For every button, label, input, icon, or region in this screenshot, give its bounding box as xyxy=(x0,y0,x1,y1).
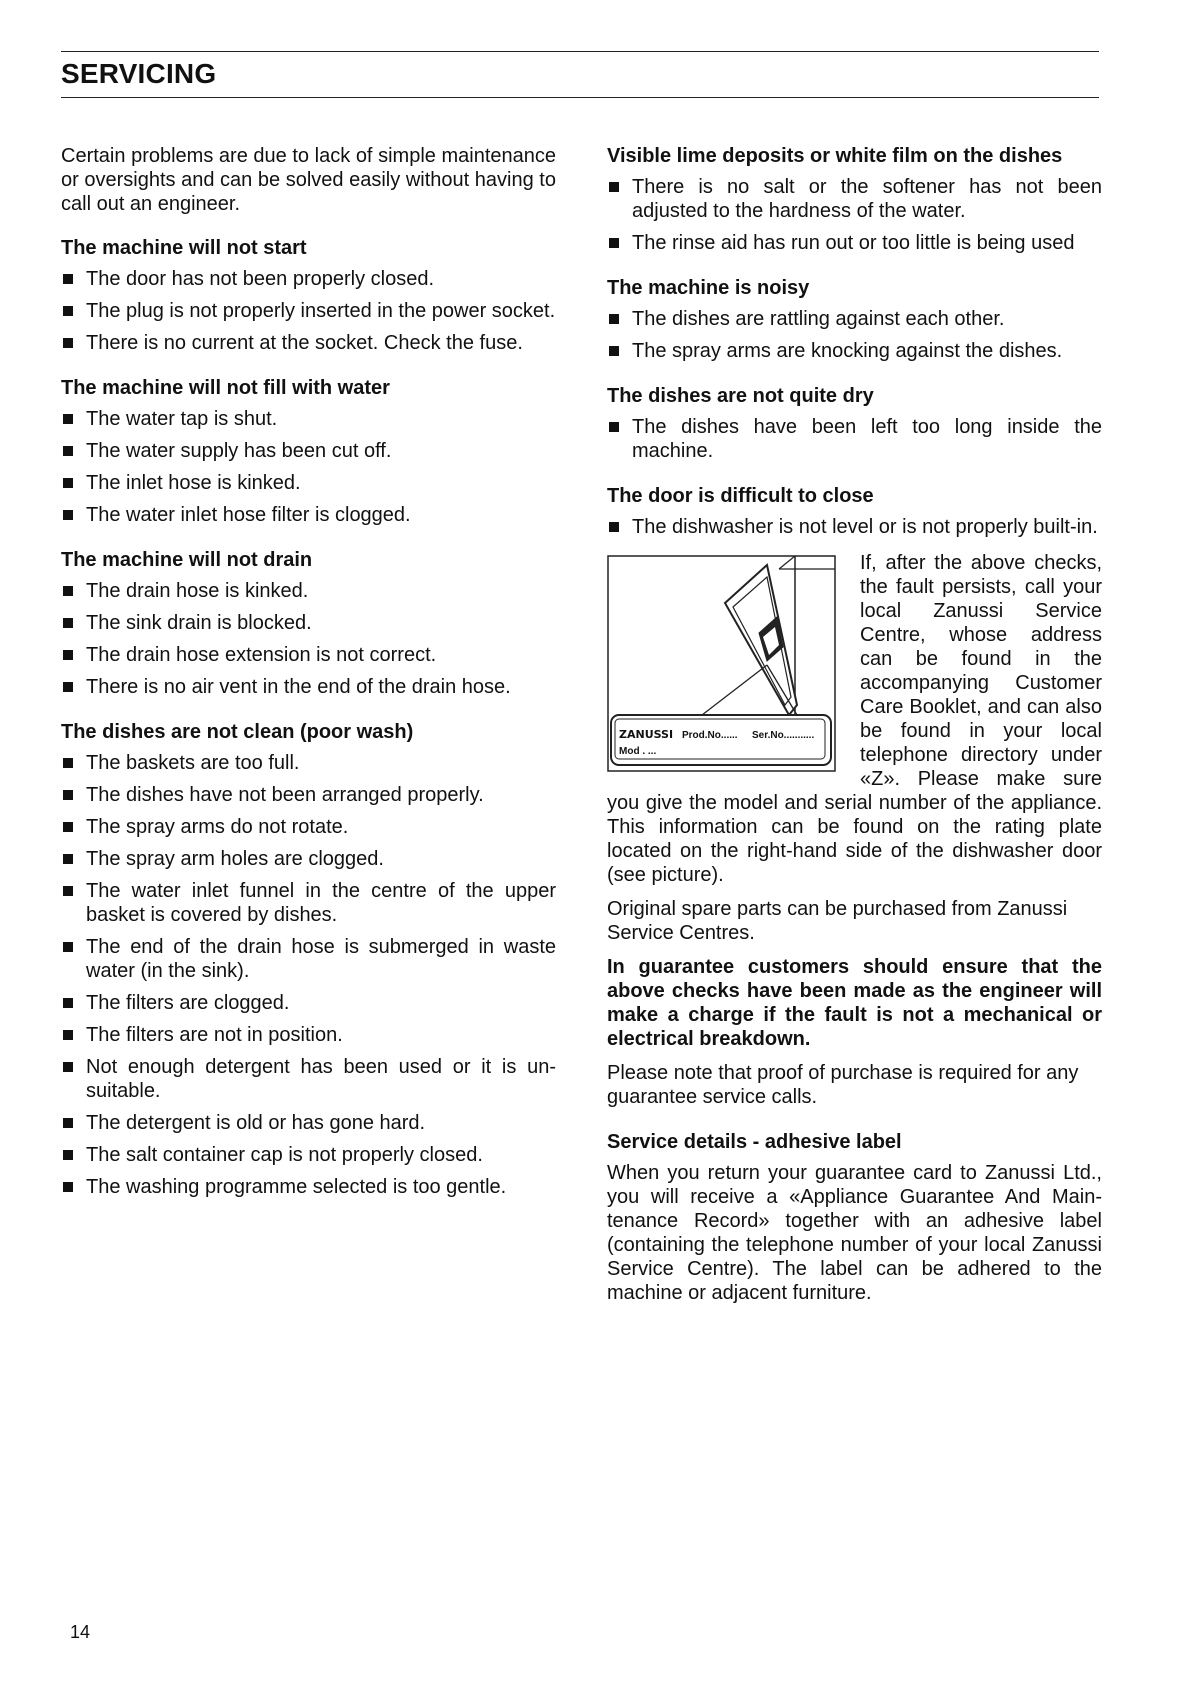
bottom-rule xyxy=(61,97,1099,98)
list-item: The plug is not properly inserted in the power socket. xyxy=(61,299,556,323)
list-item: The water inlet funnel in the centre of the upper basket is covered by dishes. xyxy=(61,879,556,927)
proof-of-purchase-note: Please note that proof of purchase is required for any guarantee service calls. xyxy=(607,1062,1079,1108)
adhesive-label-heading: Service details - adhesive label xyxy=(607,1131,902,1153)
bullet-list xyxy=(607,175,1102,255)
section-heading: The machine will not drain xyxy=(61,549,313,571)
list-item: The water tap is shut. xyxy=(61,407,556,431)
list-item: The dishes have been left too long inside the machine. xyxy=(607,415,1102,463)
list-item: The detergent is old or has gone hard. xyxy=(61,1111,556,1135)
list-item: The dishwasher is not level or is not properly built-in. xyxy=(607,515,1102,539)
list-item: The end of the drain hose is submerged in waste water (in the sink). xyxy=(61,935,556,983)
service-paragraph: If, after the above checks, the fault persists, call your local Zanussi Service Centre, whose address can be found in the accompanying Customer Care Booklet, and can also be found in your local telephone directory under «Z». Please make sure you give the model and serial number of the appliance. This information can be found on the rating plate located on the right-hand side of the dishwasher door (see picture). xyxy=(607,552,1102,886)
bullet-list xyxy=(61,579,556,699)
list-item: The door has not been properly closed. xyxy=(61,267,556,291)
list-item: There is no current at the socket. Check the fuse. xyxy=(61,331,556,355)
page-title: SERVICING xyxy=(61,58,217,89)
plate-mod-text: Mod . ... xyxy=(619,746,657,757)
list-item: The salt container cap is not properly closed. xyxy=(61,1143,556,1167)
plate-brand-text: ZANUSSI xyxy=(619,728,674,741)
plate-ser-no-text: Ser.No........... xyxy=(752,730,815,741)
list-item: The sink drain is blocked. xyxy=(61,611,556,635)
section-heading: The dishes are not quite dry xyxy=(607,385,874,407)
list-item: The rinse aid has run out or too little is being used xyxy=(607,231,1102,255)
list-item: The water supply has been cut off. xyxy=(61,439,556,463)
section-heading: The door is difficult to close xyxy=(607,485,874,507)
list-item: The dishes are rattling against each other. xyxy=(607,307,1102,331)
section-heading: The machine will not fill with water xyxy=(61,377,390,399)
bullet-list xyxy=(607,307,1102,363)
list-item: Not enough detergent has been used or it is unsuitable. xyxy=(61,1055,556,1103)
top-rule xyxy=(61,51,1099,52)
list-item: The washing programme selected is too gentle. xyxy=(61,1175,556,1199)
guarantee-note: In guarantee customers should ensure that the above checks have been made as the engineer will make a charge if the fault is not a mechanical or electrical breakdown. xyxy=(607,956,1102,1050)
bullet-list xyxy=(61,267,556,355)
plate-prod-no-text: Prod.No...... xyxy=(682,730,738,741)
section-heading: The dishes are not clean (poor wash) xyxy=(61,721,414,743)
list-item: The filters are not in position. xyxy=(61,1023,556,1047)
list-item: The water inlet hose filter is clogged. xyxy=(61,503,556,527)
bullet-list xyxy=(61,407,556,527)
left-column xyxy=(61,144,556,1220)
bullet-list xyxy=(607,515,1102,539)
list-item: The dishes have not been arranged properly. xyxy=(61,783,556,807)
bullet-list xyxy=(607,415,1102,463)
list-item: The inlet hose is kinked. xyxy=(61,471,556,495)
section-heading: The machine is noisy xyxy=(607,277,810,299)
right-column xyxy=(607,144,1102,1305)
bullet-list xyxy=(61,751,556,1199)
list-item: The baskets are too full. xyxy=(61,751,556,775)
section-heading: Visible lime deposits or white film on the dishes xyxy=(607,145,1063,167)
list-item: The drain hose is kinked. xyxy=(61,579,556,603)
adhesive-label-paragraph: When you return your guarantee card to Zanussi Ltd., you will receive a «Appliance Guarantee And Maintenance Record» together with an adhesive label (containing the telephone number of your local Zanussi Service Centre). The label can be adhered to the machine or adjacent furniture. xyxy=(607,1162,1102,1304)
list-item: The filters are clogged. xyxy=(61,991,556,1015)
page-number: 14 xyxy=(70,1622,91,1642)
rating-plate-illustration xyxy=(607,555,836,772)
intro-paragraph: Certain problems are due to lack of simple maintenance or oversights and can be solved easily without having to call out an engineer. xyxy=(61,145,556,215)
spare-parts-paragraph: Original spare parts can be purchased from Zanussi Service Centres. xyxy=(607,898,1068,944)
list-item: The spray arm holes are clogged. xyxy=(61,847,556,871)
section-heading: The machine will not start xyxy=(61,237,307,259)
list-item: There is no salt or the softener has not been adjusted to the hardness of the water. xyxy=(607,175,1102,223)
list-item: The spray arms do not rotate. xyxy=(61,815,556,839)
list-item: The spray arms are knocking against the dishes. xyxy=(607,339,1102,363)
list-item: The drain hose extension is not correct. xyxy=(61,643,556,667)
service-info-block xyxy=(607,551,1102,887)
list-item: There is no air vent in the end of the drain hose. xyxy=(61,675,556,699)
